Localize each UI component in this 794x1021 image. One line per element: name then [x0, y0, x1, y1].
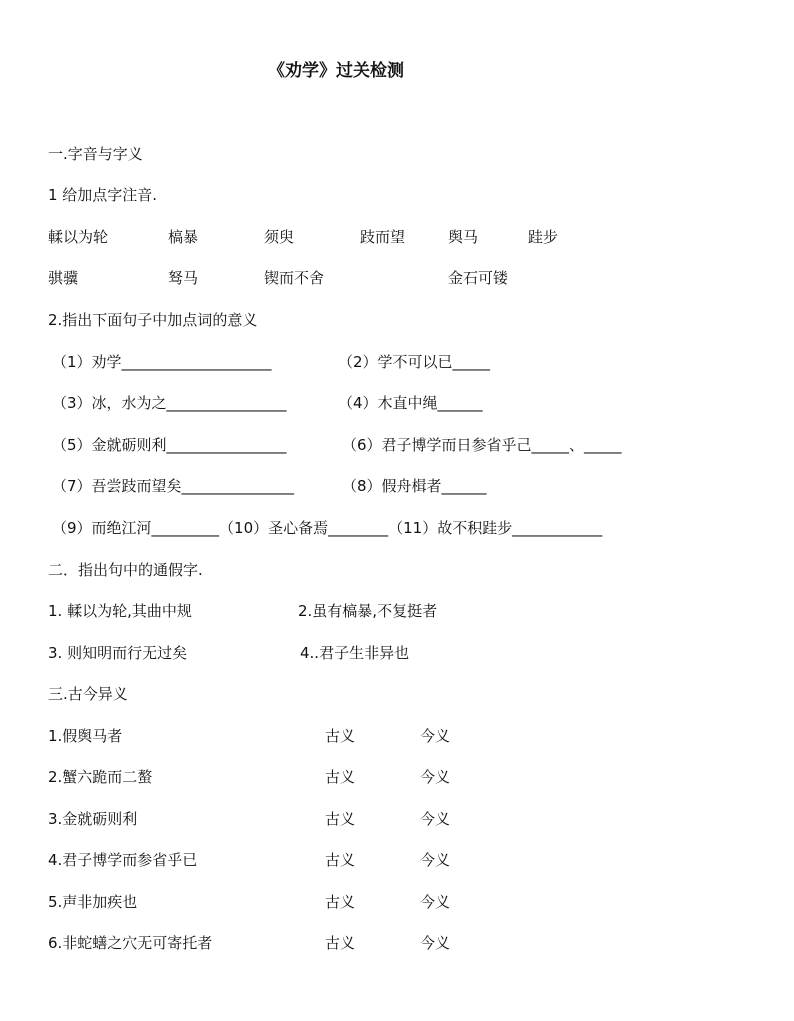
- pinyin-word: 驽马: [168, 269, 199, 287]
- jin-label: 今义: [420, 893, 451, 911]
- pinyin-word: 舆马: [448, 228, 479, 246]
- pinyin-word: 须臾: [264, 228, 295, 246]
- section-heading-3: 三.古今异义: [48, 685, 128, 703]
- meaning-item: （6）君子博学而日参省乎己_____、_____: [342, 436, 622, 454]
- tongjia-item: 4..君子生非异也: [300, 644, 410, 662]
- meaning-item: （7）吾尝跂而望矣_______________: [52, 477, 295, 495]
- gu-label: 古义: [325, 893, 356, 911]
- gujin-item: 2.蟹六跪而二螯: [48, 768, 153, 786]
- meaning-item: （2）学不可以已_____: [338, 353, 491, 371]
- pinyin-word: 金石可镂: [448, 269, 509, 287]
- gujin-item: 3.金就砺则利: [48, 810, 138, 828]
- meaning-item: （8）假舟楫者______: [342, 477, 487, 495]
- gu-label: 古义: [325, 810, 356, 828]
- meaning-item: （5）金就砺则利________________: [52, 436, 287, 454]
- gu-label: 古义: [325, 851, 356, 869]
- tongjia-item: 3. 则知明而行无过矣: [48, 644, 188, 662]
- question-1-prompt: 1 给加点字注音.: [48, 186, 158, 204]
- jin-label: 今义: [420, 727, 451, 745]
- pinyin-word: 跬步: [528, 228, 559, 246]
- gujin-item: 5.声非加疾也: [48, 893, 138, 911]
- meaning-item: （9）而绝江河_________（10）圣心备焉________（11）故不积跬步____________: [52, 519, 603, 537]
- pinyin-word: 槁暴: [168, 228, 199, 246]
- meaning-item: （3）冰，水为之________________: [52, 394, 287, 412]
- jin-label: 今义: [420, 768, 451, 786]
- tongjia-item: 2.虽有槁暴,不复挺者: [298, 602, 438, 620]
- meaning-item: （1）劝学____________________: [52, 353, 272, 371]
- gu-label: 古义: [325, 727, 356, 745]
- section-heading-1: 一.字音与字义: [48, 145, 143, 163]
- jin-label: 今义: [420, 934, 451, 952]
- page-title: 《劝学》过关检测: [268, 61, 404, 81]
- meaning-item: （4）木直中绳______: [338, 394, 483, 412]
- section-heading-2: 二．指出句中的通假字.: [48, 561, 203, 579]
- jin-label: 今义: [420, 810, 451, 828]
- gujin-item: 6.非蛇蟮之穴无可寄托者: [48, 934, 213, 952]
- jin-label: 今义: [420, 851, 451, 869]
- question-2-prompt: 2.指出下面句子中加点词的意义: [48, 311, 258, 329]
- gu-label: 古义: [325, 934, 356, 952]
- tongjia-item: 1. 輮以为轮,其曲中规: [48, 602, 192, 620]
- gujin-item: 1.假舆马者: [48, 727, 123, 745]
- gujin-item: 4.君子博学而参省乎已: [48, 851, 198, 869]
- pinyin-word: 輮以为轮: [48, 228, 109, 246]
- pinyin-word: 骐骥: [48, 269, 79, 287]
- gu-label: 古义: [325, 768, 356, 786]
- pinyin-word: 跂而望: [360, 228, 406, 246]
- pinyin-word: 锲而不舍: [264, 269, 325, 287]
